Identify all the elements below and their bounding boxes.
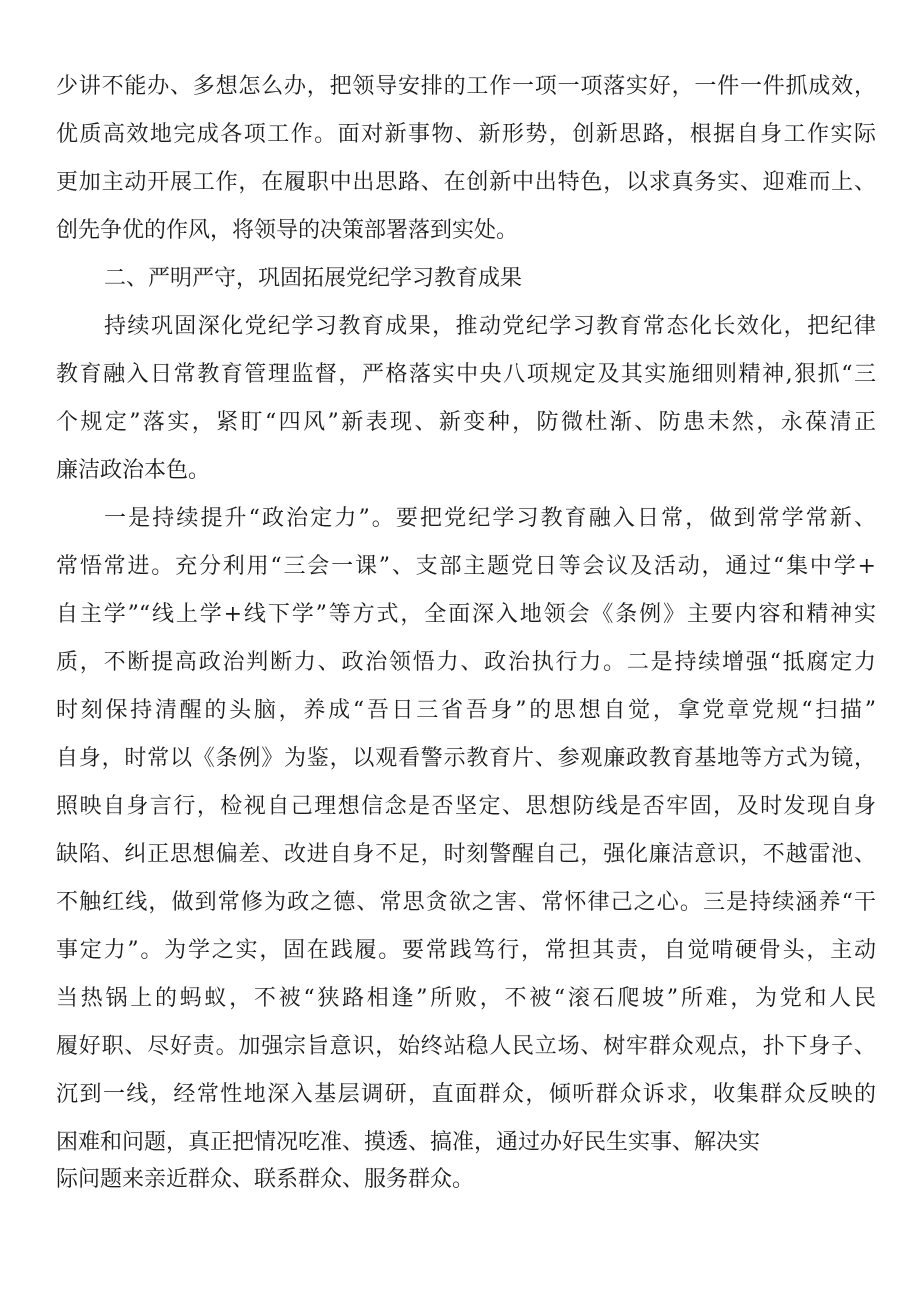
paragraph-line: 一是持续提升“政治定力”。要把党纪学习教育融入日常，做到常学常新、	[104, 506, 876, 531]
paragraph-line: 困难和问题，真正把情况吃准、摸透、搞准，通过办好民生实事、解决实	[56, 1130, 761, 1155]
paragraph-line: 优质高效地完成各项工作。面对新事物、新形势，创新思路，根据自身工作实际	[56, 122, 876, 147]
paragraph-line: 缺陷、纠正思想偏差、改进自身不足，时刻警醒自己，强化廉洁意识，不越雷池、	[56, 842, 876, 867]
paragraph-line: 不触红线，做到常修为政之德、常思贪欲之害、常怀律己之心。三是持续涵养“干	[56, 890, 876, 915]
paragraph-line: 际问题来亲近群众、联系群众、服务群众。	[56, 1167, 475, 1192]
paragraph-line: 持续巩固深化党纪学习教育成果，推动党纪学习教育常态化长效化，把纪律	[104, 314, 876, 339]
paragraph-line: 自身，时常以《条例》为鉴，以观看警示教育片、参观廉政教育基地等方式为镜，	[56, 746, 876, 771]
paragraph-line: 时刻保持清醒的头脑，养成“吾日三省吾身”的思想自觉，拿党章党规“扫描”	[56, 698, 876, 723]
paragraph-line: 常悟常进。充分利用“三会一课”、支部主题党日等会议及活动，通过“集中学+	[56, 554, 876, 579]
paragraph-line: 少讲不能办、多想怎么办，把领导安排的工作一项一项落实好，一件一件抓成效，	[56, 74, 876, 99]
paragraph-line: 照映自身言行，检视自己理想信念是否坚定、思想防线是否牢固，及时发现自身	[56, 794, 876, 819]
paragraph-line: 个规定”落实，紧盯“四风”新表现、新变种，防微杜渐、防患未然，永葆清正	[56, 410, 876, 435]
paragraph-line: 事定力”。为学之实，固在践履。要常践笃行，常担其责，自觉啃硬骨头，主动	[56, 938, 876, 963]
paragraph-line: 履好职、尽好责。加强宗旨意识，始终站稳人民立场、树牢群众观点，扑下身子、	[56, 1034, 876, 1059]
paragraph-line: 教育融入日常教育管理监督，严格落实中央八项规定及其实施细则精神,狠抓“三	[56, 362, 876, 387]
paragraph-line: 更加主动开展工作，在履职中出思路、在创新中出特色，以求真务实、迎难而上、	[56, 170, 876, 195]
paragraph-line: 自主学”“线上学+线下学”等方式，全面深入地领会《条例》主要内容和精神实	[56, 602, 876, 627]
section-heading: 二、严明严守，巩固拓展党纪学习教育成果	[104, 266, 523, 291]
paragraph-line: 质，不断提高政治判断力、政治领悟力、政治执行力。二是持续增强“抵腐定力	[56, 650, 876, 675]
paragraph-line: 创先争优的作风，将领导的决策部署落到实处。	[56, 218, 519, 243]
paragraph-line: 廉洁政治本色。	[56, 458, 211, 483]
paragraph-line: 当热锅上的蚂蚁，不被“狭路相逢”所败，不被“滚石爬坡”所难，为党和人民	[56, 986, 876, 1011]
paragraph-line: 沉到一线，经常性地深入基层调研，直面群众，倾听群众诉求，收集群众反映的	[56, 1082, 876, 1107]
